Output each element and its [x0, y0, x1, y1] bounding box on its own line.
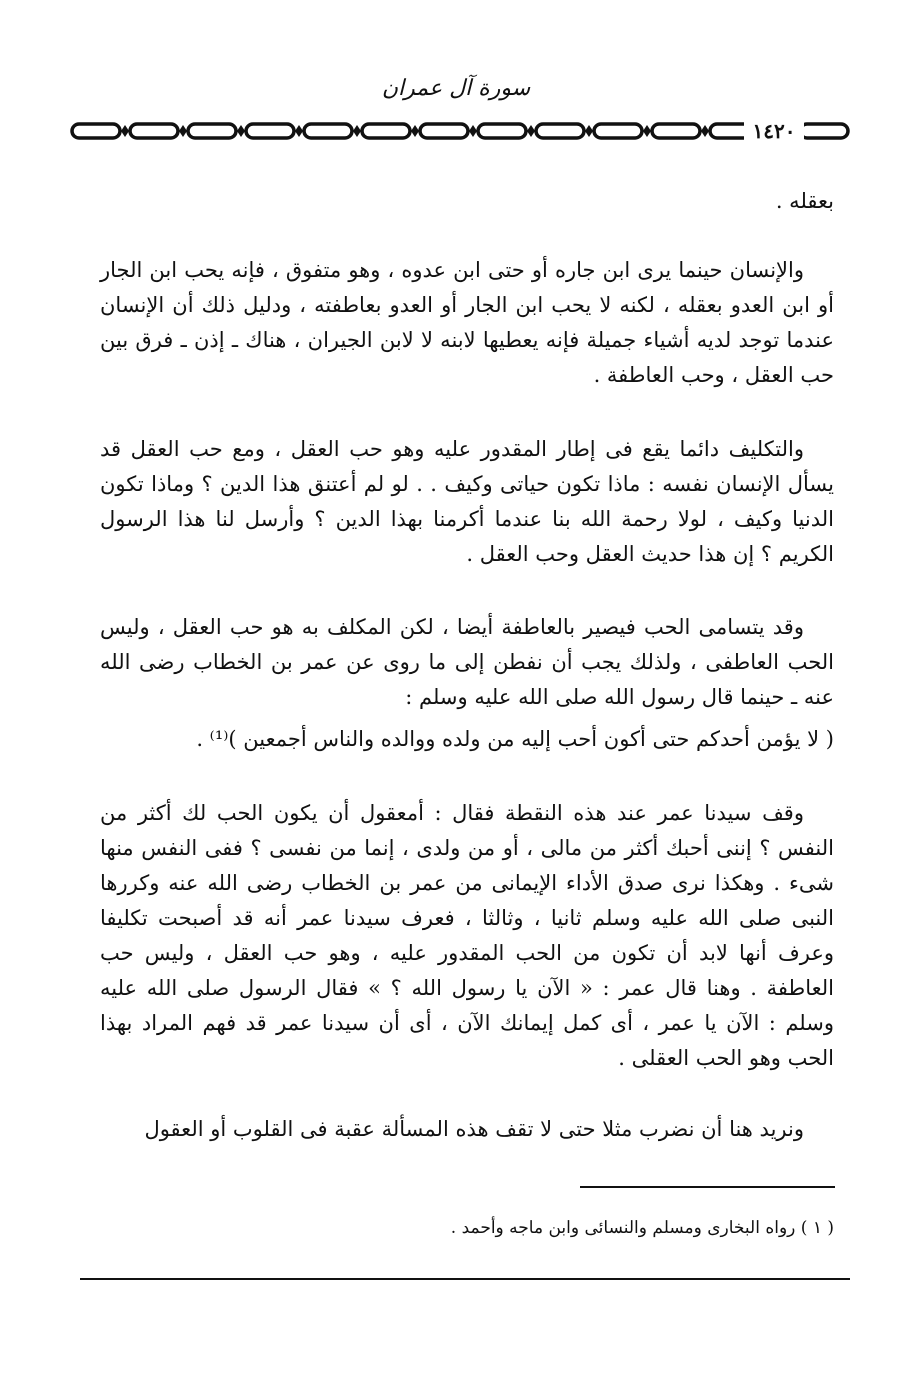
- bottom-rule: [80, 1278, 850, 1280]
- paragraph: وقف سيدنا عمر عند هذه النقطة فقال : أمعقول أن يكون الحب لك أكثر من النفس ؟ إننى أحبك أكثر من مالى ، أو من ولدى ، إنما من نفسى ؟ ففى النفس منها شىء . وهكذا نرى صدق الأداء الإيمانى من عمر بن الخطاب رضى الله عنه وكررها النبى صلى الله عليه وسلم ثانيا ، وثالثا ، فعرف سيدنا عمر أنه قد أصبحت تكليفا وعرف أنها لابد أن تكون من الحب المقدور عليه ، وهو حب العقل ، وليس حب العاطفة . وهنا قال عمر : « الآن يا رسول الله ؟ » فقال الرسول صلى الله عليه وسلم : الآن يا عمر ، أى كمل إيمانك الآن ، أى أن سيدنا عمر قد فهم المراد بهذا الحب وهو الحب العقلى .: [100, 801, 834, 1070]
- hadith-quote: ( لا يؤمن أحدكم حتى أكون أحب إليه من ولده ووالده والناس أجمعين )⁽¹⁾ .: [196, 727, 834, 751]
- paragraph-continuation: بعقله .: [775, 189, 834, 213]
- ornamental-border: [70, 116, 850, 146]
- footnote: ( ١ ) رواه البخارى ومسلم والنسائى وابن ماجه وأحمد .: [450, 1218, 834, 1238]
- paragraph: وقد يتسامى الحب فيصير بالعاطفة أيضا ، لكن المكلف به هو حب العقل ، وليس الحب العاطفى ، ولذلك يجب أن نفطن إلى ما روى عن عمر بن الخطاب رضى الله عنه ـ حينما قال رسول الله صلى الله عليه وسلم :: [100, 615, 834, 709]
- paragraph: والتكليف دائما يقع فى إطار المقدور عليه وهو حب العقل ، ومع حب العقل قد يسأل الإنسان نفسه : ماذا تكون حياتى وكيف . . لو لم أعتنق هذا الدين ؟ وماذا تكون الدنيا وكيف ، لولا رحمة الله بنا عندما أكرمنا بهذا الدين ؟ وأرسل لنا هذا الرسول الكريم ؟ إن هذا حديث العقل وحب العقل .: [100, 437, 834, 566]
- paragraph: ونريد هنا أن نضرب مثلا حتى لا تقف هذه المسألة عقبة فى القلوب أو العقول: [144, 1117, 804, 1141]
- paragraph: والإنسان حينما يرى ابن جاره أو حتى ابن عدوه ، وهو متفوق ، فإنه يحب ابن الجار أو ابن العدو بعقله ، لكنه لا يحب ابن الجار أو العدو بعاطفته ، ودليل ذلك أن الإنسان عندما توجد لديه أشياء جميلة فإنه يعطيها لابنه لا لابن الجيران ، هناك ـ إذن ـ فرق بين حب العقل ، وحب العاطفة .: [100, 258, 834, 387]
- footnote-divider: [580, 1186, 835, 1188]
- page-number: ١٤٢٠: [744, 116, 804, 146]
- surah-title: سورة آل عمران: [381, 76, 531, 101]
